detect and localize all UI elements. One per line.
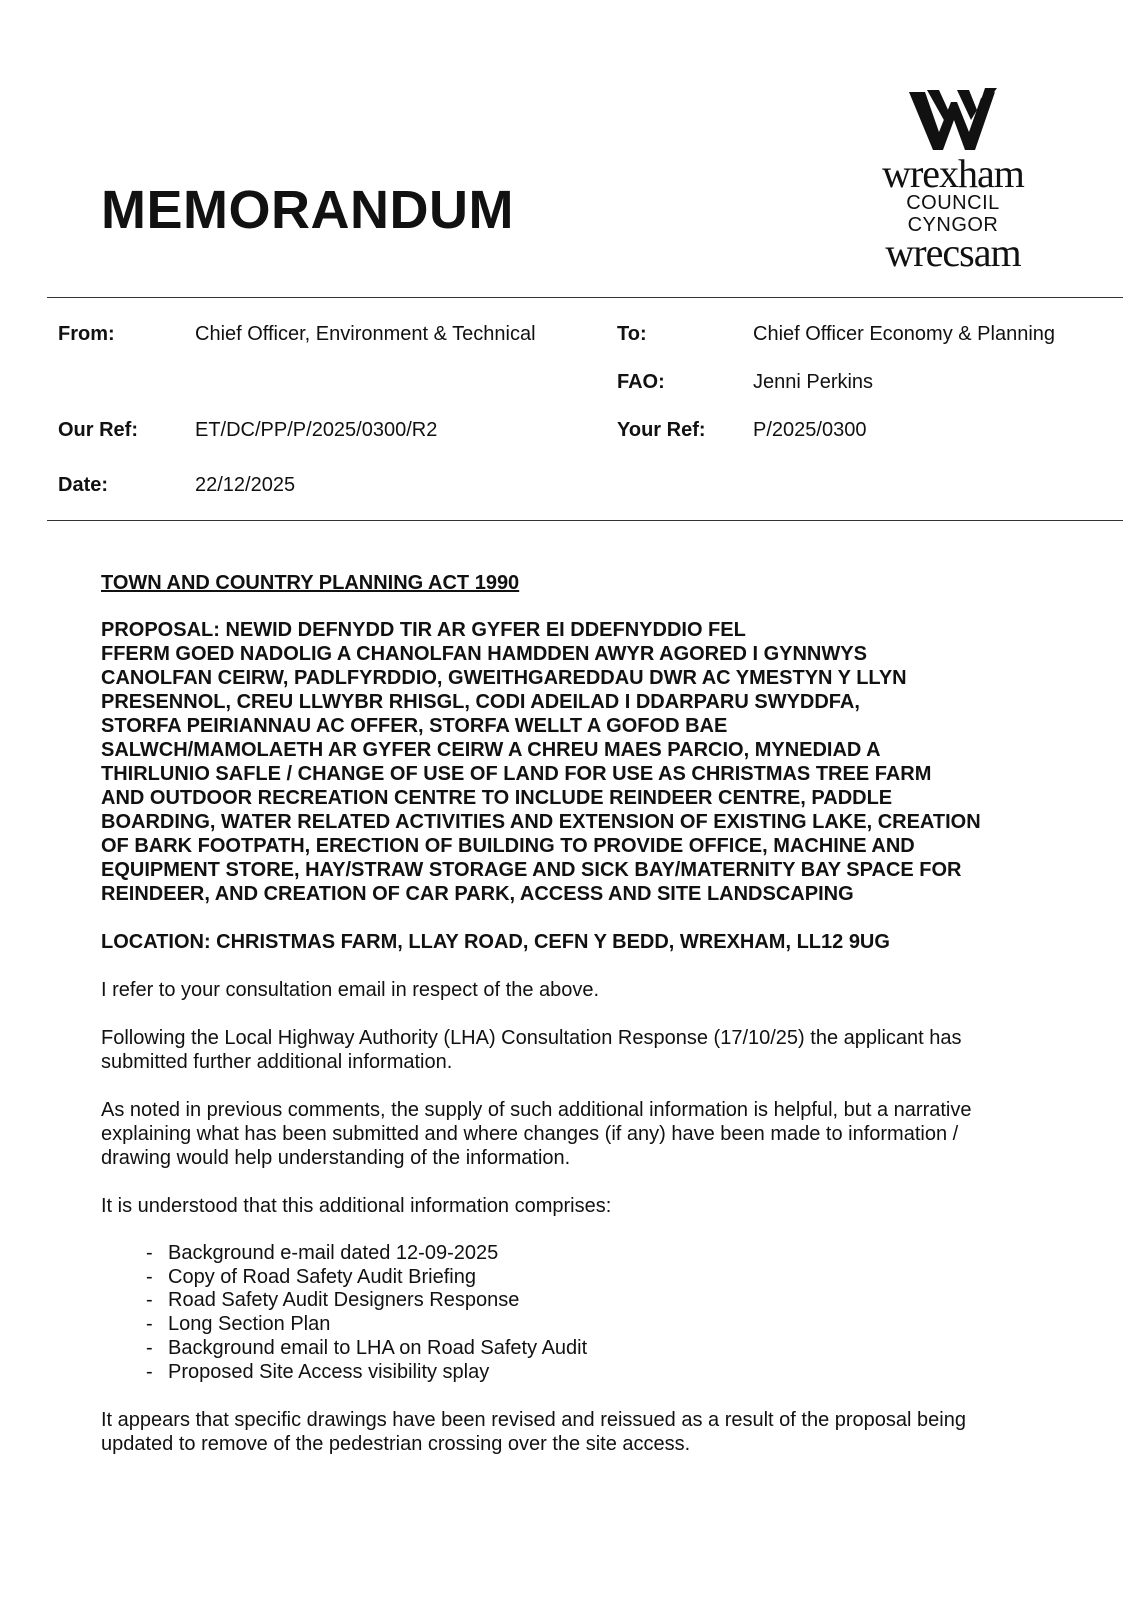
proposal-line: SALWCH/MAMOLAETH AR GYFER CEIRW A CHREU MAES PARCIO, MYNEDIAD A <box>101 739 881 761</box>
proposal-line: STORFA PEIRIANNAU AC OFFER, STORFA WELLT A GOFOD BAE <box>101 715 728 737</box>
wrexham-w-emblem-icon <box>905 88 1001 154</box>
proposal-heading <box>101 618 1061 906</box>
header-bottom-rule <box>47 520 1123 521</box>
list-item: - Long Section Plan <box>101 1313 1061 1337</box>
logo-cyngor-text: CYNGOR <box>907 214 999 236</box>
proposal-line: FFERM GOED NADOLIG A CHANOLFAN HAMDDEN AWYR AGORED I GYNNWYS <box>101 643 867 665</box>
our-ref-value: ET/DC/PP/P/2025/0300/R2 <box>195 419 438 441</box>
logo-wrecsam-text: wrecsam <box>885 230 1021 275</box>
logo-wrexham-text: wrexham <box>882 151 1024 196</box>
paragraph-line: It appears that specific drawings have been revised and reissued as a result of the proposal being <box>101 1409 966 1432</box>
list-item: - Background email to LHA on Road Safety Audit <box>101 1337 1061 1361</box>
memo-body <box>101 571 1061 1456</box>
comprises-paragraph: It is understood that this additional information comprises: <box>101 1195 612 1217</box>
location-heading: LOCATION: CHRISTMAS FARM, LLAY ROAD, CEFN Y BEDD, WREXHAM, LL12 9UG <box>101 931 890 953</box>
header-top-rule <box>47 297 1123 298</box>
fao-value: Jenni Perkins <box>753 371 874 393</box>
list-item: - Background e-mail dated 12-09-2025 <box>101 1242 1061 1266</box>
proposal-line: CANOLFAN CEIRW, PADLFYRDDIO, GWEITHGAREDDAU DWR AC YMESTYN Y LLYN <box>101 667 907 689</box>
date-label: Date: <box>58 474 109 496</box>
proposal-line: EQUIPMENT STORE, HAY/STRAW STORAGE AND SICK BAY/MATERNITY BAY SPACE FOR <box>101 859 962 881</box>
drawings-paragraph <box>101 1408 1061 1456</box>
intro-paragraph: I refer to your consultation email in respect of the above. <box>101 979 600 1001</box>
paragraph-line: Following the Local Highway Authority (LHA) Consultation Response (17/10/25) the applicant has <box>101 1027 962 1049</box>
fao-label: FAO: <box>617 371 665 393</box>
wrexham-council-logo <box>878 88 1028 278</box>
proposal-line: PRESENNOL, CREU LLWYBR RHISGL, CODI ADEILAD I DDARPARU SWYDDFA, <box>101 691 860 713</box>
proposal-line: BOARDING, WATER RELATED ACTIVITIES AND EXTENSION OF EXISTING LAKE, CREATION <box>101 811 981 833</box>
additional-info-list <box>101 1242 1061 1384</box>
list-item: - Copy of Road Safety Audit Briefing <box>101 1266 1061 1290</box>
paragraph-line: submitted further additional information. <box>101 1051 453 1073</box>
narrative-paragraph <box>101 1098 1061 1170</box>
logo-council-text: COUNCIL <box>906 192 1000 214</box>
paragraph-line: As noted in previous comments, the supply of such additional information is helpful, but a narrative <box>101 1099 972 1121</box>
paragraph-line: updated to remove of the pedestrian crossing over the site access. <box>101 1433 691 1456</box>
proposal-line: THIRLUNIO SAFLE / CHANGE OF USE OF LAND FOR USE AS CHRISTMAS TREE FARM <box>101 763 932 785</box>
list-item: - Proposed Site Access visibility splay <box>101 1361 1061 1385</box>
from-value: Chief Officer, Environment & Technical <box>195 323 536 345</box>
your-ref-label: Your Ref: <box>617 419 706 441</box>
to-value: Chief Officer Economy & Planning <box>753 323 1056 345</box>
list-item: - Road Safety Audit Designers Response <box>101 1289 1061 1313</box>
lha-response-paragraph <box>101 1026 1061 1074</box>
paragraph-line: explaining what has been submitted and where changes (if any) have been made to information / <box>101 1123 959 1145</box>
paragraph-line: drawing would help understanding of the information. <box>101 1147 571 1169</box>
from-label: From: <box>58 323 115 345</box>
act-heading: TOWN AND COUNTRY PLANNING ACT 1990 <box>101 572 520 594</box>
to-label: To: <box>617 323 647 345</box>
proposal-line: REINDEER, AND CREATION OF CAR PARK, ACCESS AND SITE LANDSCAPING <box>101 883 854 905</box>
proposal-line: PROPOSAL: NEWID DEFNYDD TIR AR GYFER EI DDEFNYDDIO FEL <box>101 619 746 641</box>
your-ref-value: P/2025/0300 <box>753 419 867 441</box>
our-ref-label: Our Ref: <box>58 419 138 441</box>
date-value: 22/12/2025 <box>195 474 296 496</box>
proposal-line: OF BARK FOOTPATH, ERECTION OF BUILDING TO PROVIDE OFFICE, MACHINE AND <box>101 835 915 857</box>
page-title: MEMORANDUM <box>101 180 514 240</box>
proposal-line: AND OUTDOOR RECREATION CENTRE TO INCLUDE REINDEER CENTRE, PADDLE <box>101 787 893 809</box>
